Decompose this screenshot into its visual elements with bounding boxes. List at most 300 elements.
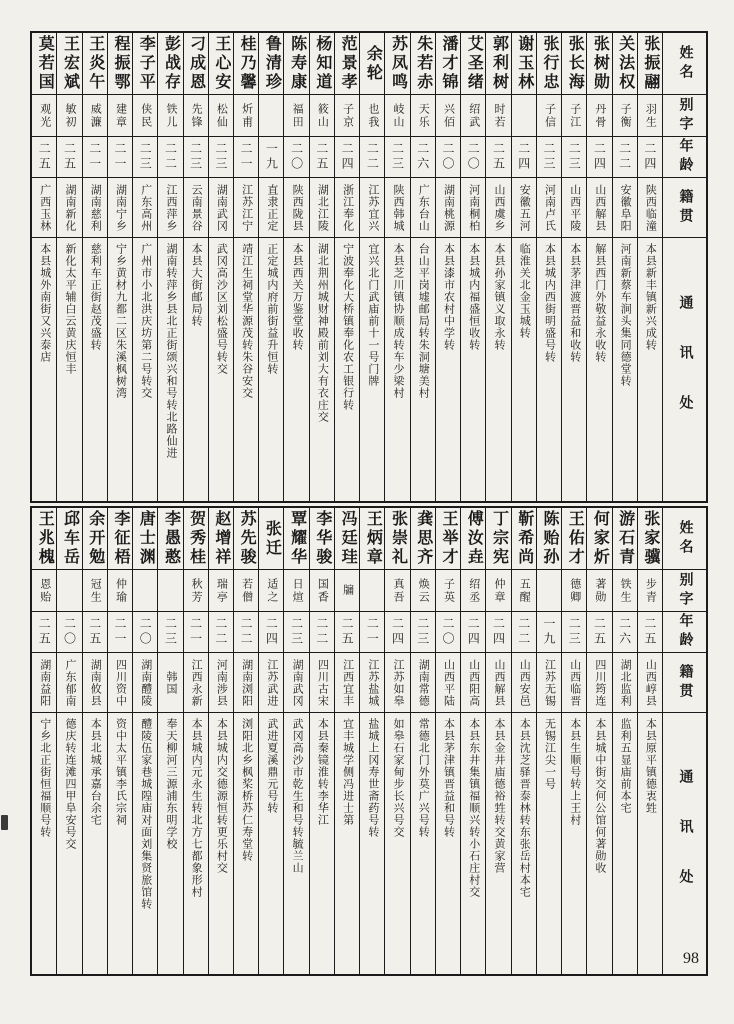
person-age: 二一 (108, 137, 132, 178)
person-age: 二〇 (133, 612, 157, 653)
person-name: 关法权 (613, 33, 637, 95)
person-column (82, 33, 107, 501)
person-name: 张树勋 (587, 33, 611, 95)
person-zi: 绍丞 (461, 570, 485, 612)
person-native: 湖南武冈 (209, 178, 233, 238)
person-age: 二三 (209, 137, 233, 178)
person-column (183, 508, 208, 974)
person-name: 范景孝 (335, 33, 359, 95)
person-zi: 仲瑜 (108, 570, 132, 612)
person-native: 广东台山 (411, 178, 435, 238)
person-native: 江苏无锡 (537, 653, 561, 713)
person-address: 慈利车正街赵茂盛转 (89, 243, 102, 351)
person-name: 桂乃馨 (234, 33, 258, 95)
person-age: 二二 (512, 612, 536, 653)
person-age: 二四 (486, 612, 510, 653)
person-column (460, 508, 485, 974)
person-age: 二一 (360, 612, 384, 653)
person-native: 江西宜丰 (335, 653, 359, 713)
person-address: 盐城上冈寿世斋药号转 (366, 718, 379, 838)
person-column (384, 508, 409, 974)
person-age: 二三 (562, 612, 586, 653)
person-column (359, 508, 384, 974)
person-native: 湖南慈利 (83, 178, 107, 238)
person-name: 陈寿康 (284, 33, 308, 95)
person-address: 常德北门外莫广兴号转 (417, 718, 430, 838)
person-address: 本县原平镇德衷甡 (644, 718, 657, 814)
person-zi (158, 570, 182, 612)
person-age: 一九 (537, 612, 561, 653)
person-column (561, 33, 586, 501)
person-column (233, 508, 258, 974)
person-zi: 福田 (284, 95, 308, 137)
person-age: 二〇 (284, 137, 308, 178)
person-age: 二五 (32, 137, 56, 178)
person-column (32, 33, 56, 501)
person-native: 湖南醴陵 (133, 653, 157, 713)
person-name: 王举才 (436, 508, 460, 570)
person-zi: 岐山 (385, 95, 409, 137)
person-native: 山西平陆 (436, 653, 460, 713)
person-address: 本县沈芝驿晋泰林转东张岳村本宅 (518, 718, 531, 898)
person-address: 靖江生祠堂华源茂转朱谷安交 (240, 243, 253, 399)
person-column (132, 33, 157, 501)
person-native: 山西平陵 (562, 178, 586, 238)
person-age: 二五 (32, 612, 56, 653)
person-column (132, 508, 157, 974)
person-column (283, 508, 308, 974)
column-header-name: 姓名 (663, 508, 706, 570)
person-age: 二五 (57, 137, 81, 178)
person-zi (259, 95, 283, 137)
person-name: 张长海 (562, 33, 586, 95)
person-zi: 铁儿 (158, 95, 182, 137)
person-column (258, 508, 283, 974)
person-column (485, 508, 510, 974)
person-column (107, 508, 132, 974)
person-zi: 丹骨 (587, 95, 611, 137)
person-zi: 侠民 (133, 95, 157, 137)
person-column (56, 33, 81, 501)
person-name: 朱若赤 (411, 33, 435, 95)
person-address: 宜丰城学侧冯进士第 (341, 718, 354, 826)
column-header-address: 通讯处 (677, 768, 693, 919)
person-native: 浙江奉化 (335, 178, 359, 238)
person-column (208, 33, 233, 501)
header-column (662, 508, 706, 974)
person-name: 游石青 (613, 508, 637, 570)
person-column (410, 508, 435, 974)
person-zi: 子江 (562, 95, 586, 137)
person-native: 直隶正定 (259, 178, 283, 238)
person-column (637, 33, 662, 501)
person-native: 云南景谷 (184, 178, 208, 238)
person-name: 王兆槐 (32, 508, 56, 570)
person-age: 二五 (335, 612, 359, 653)
person-native: 湖北监利 (613, 653, 637, 713)
margin-mark (1, 815, 8, 830)
person-native: 江苏如皋 (385, 653, 409, 713)
person-native: 山西阳高 (461, 653, 485, 713)
person-column (435, 33, 460, 501)
person-address: 本县城内福盛恒收转 (467, 243, 480, 351)
person-name: 张崇礼 (385, 508, 409, 570)
person-name: 李子平 (133, 33, 157, 95)
person-zi: 建章 (108, 95, 132, 137)
person-native: 陕西韩城 (385, 178, 409, 238)
person-age: 二三 (158, 612, 182, 653)
person-name: 覃耀华 (284, 508, 308, 570)
person-address: 醴陵伍家巷城隍庙对面刘集贤旅馆转 (139, 718, 152, 910)
person-native: 江西永新 (184, 653, 208, 713)
directory-table-top (30, 31, 708, 503)
person-address: 宁乡北正街恒福顺号转 (38, 718, 51, 838)
person-age: 二一 (234, 137, 258, 178)
person-native: 湖南益阳 (32, 653, 56, 713)
person-address: 本县金井庙德裕甡转交黄家营 (492, 718, 505, 874)
person-address: 本县新丰镇新兴成转 (644, 243, 657, 351)
person-name: 张家骥 (638, 508, 662, 570)
person-name: 李华骏 (310, 508, 334, 570)
person-zi: 德卿 (562, 570, 586, 612)
person-native: 湖南浏阳 (234, 653, 258, 713)
person-age: 二〇 (436, 612, 460, 653)
person-address: 本县城内西街明盛号转 (543, 243, 556, 363)
person-column (56, 508, 81, 974)
person-native: 山西解县 (486, 653, 510, 713)
person-zi: 绍武 (461, 95, 485, 137)
person-native: 广东高州 (133, 178, 157, 238)
person-native: 江西萍乡 (158, 178, 182, 238)
column-header-age: 年龄 (663, 612, 706, 653)
person-native: 四川筠连 (587, 653, 611, 713)
person-native: 四川古宋 (310, 653, 334, 713)
header-column (662, 33, 706, 501)
person-column (586, 508, 611, 974)
person-native: 广西玉林 (32, 178, 56, 238)
person-zi: 适之 (259, 570, 283, 612)
person-address: 浏阳北乡枫桨桥苏仁寿堂转 (240, 718, 253, 862)
person-address: 本县西关万鉴堂收转 (291, 243, 304, 351)
person-column (586, 33, 611, 501)
person-native: 山西临晋 (562, 653, 586, 713)
person-address: 监利五显庙前本宅 (619, 718, 632, 814)
person-zi (537, 570, 561, 612)
person-native: 山西安邑 (512, 653, 536, 713)
person-native: 陕西陇县 (284, 178, 308, 238)
person-name: 何家炘 (587, 508, 611, 570)
person-zi (57, 570, 81, 612)
person-age: 二三 (184, 137, 208, 178)
person-native: 安徽五河 (512, 178, 536, 238)
person-name: 王宏斌 (57, 33, 81, 95)
person-address: 武冈高沙区刘松盛号转交 (215, 243, 228, 375)
person-zi: 五醒 (512, 570, 536, 612)
person-address: 本县东井集镇福顺兴转小石庄村交 (467, 718, 480, 898)
directory-table-bottom (30, 506, 708, 976)
person-age: 二二 (360, 137, 384, 178)
person-name: 张振翮 (638, 33, 662, 95)
person-column (82, 508, 107, 974)
person-column (410, 33, 435, 501)
person-column (233, 33, 258, 501)
person-column (612, 508, 637, 974)
person-native: 湖南攸县 (83, 653, 107, 713)
person-address: 本县北城承嘉台余宅 (89, 718, 102, 826)
person-native: 湖南常德 (411, 653, 435, 713)
person-zi: 筱山 (310, 95, 334, 137)
person-native: 江苏宜兴 (360, 178, 384, 238)
person-zi: 子衡 (613, 95, 637, 137)
person-address: 本县漆市农村中学转 (442, 243, 455, 351)
person-native: 江苏江宁 (234, 178, 258, 238)
column-header-zi: 别字 (663, 570, 706, 612)
person-address: 新化太平辅白云黄庆恒丰 (64, 243, 76, 375)
person-address: 武冈高沙市乾生和号转毓兰山 (291, 718, 304, 874)
person-column (485, 33, 510, 501)
person-name: 李征梧 (108, 508, 132, 570)
person-zi: 瑞亭 (209, 570, 233, 612)
person-column (511, 33, 536, 501)
column-header-native: 籍贯 (663, 653, 706, 713)
person-native: 湖北江陵 (310, 178, 334, 238)
person-column (107, 33, 132, 501)
person-zi (360, 570, 384, 612)
person-native: 四川资中 (108, 653, 132, 713)
person-native: 山西解县 (587, 178, 611, 238)
person-age: 二〇 (57, 612, 81, 653)
person-native: 河南涉县 (209, 653, 233, 713)
person-column (157, 508, 182, 974)
person-age: 二二 (234, 612, 258, 653)
person-name: 邱车岳 (57, 508, 81, 570)
person-name: 陈贻孙 (537, 508, 561, 570)
person-column (511, 508, 536, 974)
person-address: 湖北荆州城财神殿前刘大有衣庄交 (316, 243, 329, 423)
person-name: 彭战存 (158, 33, 182, 95)
person-age: 二二 (613, 137, 637, 178)
person-address: 德庆转连滩四甲阜安号交 (64, 718, 76, 850)
person-age: 二五 (83, 612, 107, 653)
person-name: 谢玉林 (512, 33, 536, 95)
person-zi: 天乐 (411, 95, 435, 137)
person-address: 本县城内交德源恒转更乐村交 (215, 718, 228, 874)
person-address: 无锡江尖一号 (543, 718, 556, 790)
person-zi: 子英 (436, 570, 460, 612)
person-age: 二五 (310, 137, 334, 178)
person-age: 二三 (562, 137, 586, 178)
person-name: 莫若国 (32, 33, 56, 95)
person-zi: 时若 (486, 95, 510, 137)
person-zi: 先锋 (184, 95, 208, 137)
person-age: 二四 (461, 612, 485, 653)
person-name: 张迁 (259, 508, 283, 570)
person-column (612, 33, 637, 501)
person-zi: 秋芳 (184, 570, 208, 612)
person-native: 山西崞县 (638, 653, 662, 713)
person-name: 唐士渊 (133, 508, 157, 570)
person-name: 王炎午 (83, 33, 107, 95)
person-address: 奉天柳河三源浦东明学校 (164, 718, 177, 850)
person-column (283, 33, 308, 501)
person-address: 武进夏溪鼎元号转 (265, 718, 278, 814)
person-column (309, 508, 334, 974)
person-address: 本县秦镜淮转李华江 (316, 718, 329, 826)
person-address: 临淮关北金玉城转 (518, 243, 531, 339)
person-column (183, 33, 208, 501)
person-age: 二四 (638, 137, 662, 178)
person-age: 二二 (310, 612, 334, 653)
person-zi: 铁生 (613, 570, 637, 612)
person-zi: 真吾 (385, 570, 409, 612)
person-name: 王佑才 (562, 508, 586, 570)
person-address: 如皋石家甸步长兴号交 (392, 718, 405, 838)
person-age: 二二 (158, 137, 182, 178)
person-column (561, 508, 586, 974)
person-address: 台山平岗墟邮局转朱洞塘美村 (417, 243, 430, 399)
person-age: 二四 (335, 137, 359, 178)
person-age: 二三 (284, 612, 308, 653)
person-name: 程振鄂 (108, 33, 132, 95)
person-name: 傅汝垚 (461, 508, 485, 570)
person-zi: 兴佰 (436, 95, 460, 137)
person-age: 二三 (411, 612, 435, 653)
person-name: 龚思齐 (411, 508, 435, 570)
person-address: 资中太平镇李氏宗祠 (114, 718, 127, 826)
person-address: 本县城内元永生转北方七都象形村 (190, 718, 203, 898)
person-address: 本县茅津渡晋益和收转 (568, 243, 581, 363)
person-column (637, 508, 662, 974)
person-zi: 观光 (32, 95, 56, 137)
person-native: 山西虞乡 (486, 178, 510, 238)
person-column (309, 33, 334, 501)
person-address: 本县生顺号转上王村 (568, 718, 581, 826)
person-zi: 羽生 (638, 95, 662, 137)
column-header-address: 通讯处 (677, 294, 693, 445)
person-address: 本县城中街交何公馆何著勋收 (593, 718, 606, 874)
person-age: 二三 (385, 137, 409, 178)
person-name: 苏凤鸣 (385, 33, 409, 95)
person-name: 赵增祥 (209, 508, 233, 570)
person-address: 河南新蔡车涧头集同德堂转 (619, 243, 632, 387)
person-column (258, 33, 283, 501)
person-native: 安徽阜阳 (613, 178, 637, 238)
column-header-name: 姓名 (663, 33, 706, 95)
person-zi: 焕云 (411, 570, 435, 612)
person-name: 冯廷珪 (335, 508, 359, 570)
person-zi: 若僧 (234, 570, 258, 612)
person-native: 湖南宁乡 (108, 178, 132, 238)
person-name: 王炳章 (360, 508, 384, 570)
person-age: 二一 (83, 137, 107, 178)
person-address: 正定城内府前街益升恒转 (265, 243, 278, 375)
person-column (536, 508, 561, 974)
person-native: 韩国 (158, 653, 182, 713)
person-age: 二〇 (461, 137, 485, 178)
person-name: 丁宗宪 (486, 508, 510, 570)
person-name: 李愚憨 (158, 508, 182, 570)
person-age: 二六 (411, 137, 435, 178)
person-name: 杨知道 (310, 33, 334, 95)
person-name: 余开勉 (83, 508, 107, 570)
person-address: 宁波奉化大桥镇奉化农工银行转 (341, 243, 354, 411)
person-age: 二三 (537, 137, 561, 178)
person-age: 二一 (108, 612, 132, 653)
person-zi: 冠生 (83, 570, 107, 612)
person-age: 二六 (613, 612, 637, 653)
person-age: 二四 (259, 612, 283, 653)
person-address: 宁乡黄材九都二区朱溪枫树湾 (114, 243, 127, 399)
person-column (334, 33, 359, 501)
person-age: 二四 (512, 137, 536, 178)
person-name: 余轮 (360, 33, 384, 95)
person-column (536, 33, 561, 501)
person-zi: 威濂 (83, 95, 107, 137)
person-zi (133, 570, 157, 612)
person-zi: 恩贻 (32, 570, 56, 612)
column-header-age: 年龄 (663, 137, 706, 178)
person-address: 宜兴北门武庙前十一号门牌 (366, 243, 379, 387)
person-address: 本县孙家镇义取永转 (492, 243, 505, 351)
person-age: 一九 (259, 137, 283, 178)
person-zi: 炘甫 (234, 95, 258, 137)
person-zi: 牖 (335, 570, 359, 612)
column-header-zi: 别字 (663, 95, 706, 137)
person-column (435, 508, 460, 974)
person-zi: 松仙 (209, 95, 233, 137)
person-native: 湖南桃源 (436, 178, 460, 238)
person-column (208, 508, 233, 974)
person-age: 二三 (133, 137, 157, 178)
person-zi: 也我 (360, 95, 384, 137)
person-age: 二四 (587, 137, 611, 178)
person-column (157, 33, 182, 501)
person-zi: 子京 (335, 95, 359, 137)
person-age: 二五 (486, 137, 510, 178)
person-native: 江苏盐城 (360, 653, 384, 713)
person-address: 本县城外南街又兴泰店 (38, 243, 51, 363)
person-age: 二一 (184, 612, 208, 653)
person-name: 王心安 (209, 33, 233, 95)
person-age: 二五 (587, 612, 611, 653)
column-header-native: 籍贯 (663, 178, 706, 238)
person-zi: 子信 (537, 95, 561, 137)
person-address: 本县大街邮局转 (190, 243, 203, 327)
person-zi: 国香 (310, 570, 334, 612)
person-name: 艾圣绪 (461, 33, 485, 95)
person-column (32, 508, 56, 974)
person-native: 陕西临潼 (638, 178, 662, 238)
person-native: 河南桐柏 (461, 178, 485, 238)
person-age: 二二 (209, 612, 233, 653)
person-name: 鲁清珍 (259, 33, 283, 95)
person-native: 河南卢氏 (537, 178, 561, 238)
person-name: 苏先骏 (234, 508, 258, 570)
person-column (460, 33, 485, 501)
person-address: 湖南转萍乡县北正街颂兴和号转北路仙进 (164, 243, 177, 459)
person-native: 广东郁南 (57, 653, 81, 713)
person-column (359, 33, 384, 501)
person-zi (512, 95, 536, 137)
person-column (334, 508, 359, 974)
person-address: 解县西门外敬益永收转 (593, 243, 606, 363)
person-name: 靳希尚 (512, 508, 536, 570)
person-zi: 敏初 (57, 95, 81, 137)
person-name: 郭利树 (486, 33, 510, 95)
person-zi: 日煊 (284, 570, 308, 612)
person-age: 二〇 (436, 137, 460, 178)
person-age: 二五 (638, 612, 662, 653)
